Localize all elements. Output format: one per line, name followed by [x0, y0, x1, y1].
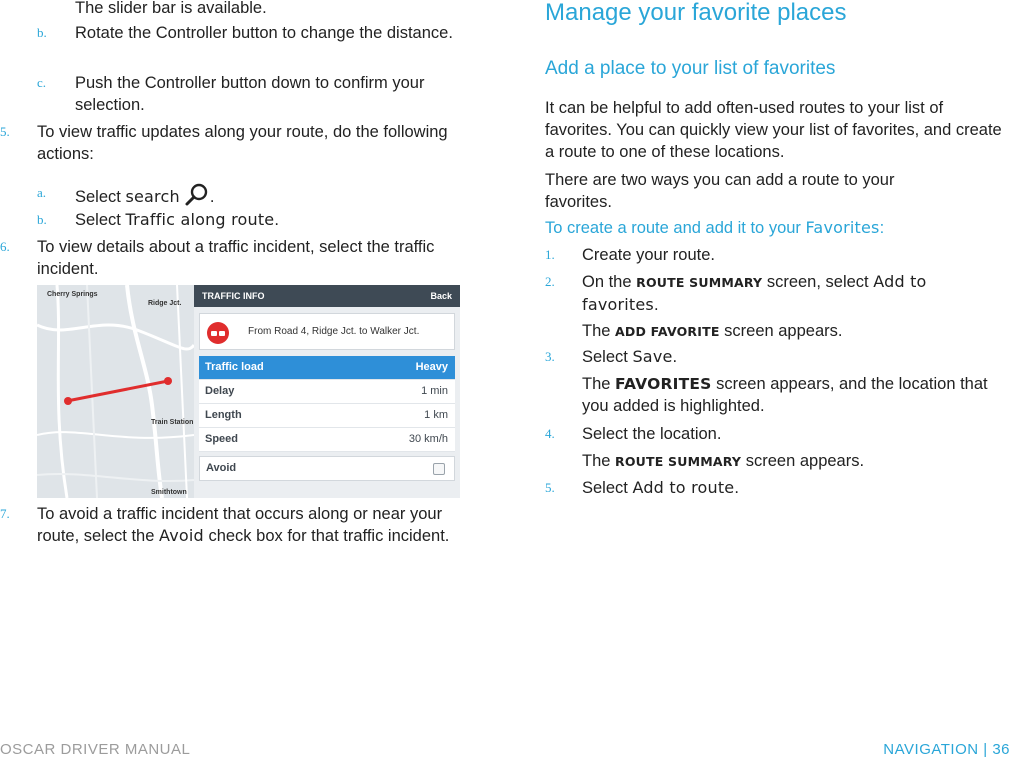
step-text: To view traffic updates along your route, do the following actions:: [37, 123, 448, 163]
step-note: [582, 320, 1002, 343]
ui-term-favorites: Favorites: [805, 218, 880, 237]
step-marker: 2.: [545, 274, 555, 289]
avoid-checkbox[interactable]: [433, 463, 445, 475]
row-value: Heavy: [415, 361, 448, 373]
text-suffix: .: [274, 211, 279, 229]
substep-text: [75, 209, 465, 231]
ui-term-traffic-along-route: Traffic along route: [125, 210, 275, 229]
step-text: To view details about a traffic incident, select the traffic incident.: [37, 238, 435, 278]
panel-title: TRAFFIC INFO: [202, 291, 265, 301]
screen-name: FAVORITES: [615, 375, 712, 393]
paragraph: There are two ways you can add a route to your favorites.: [545, 171, 895, 211]
route-start-point: [64, 397, 72, 405]
avoid-row[interactable]: [199, 456, 455, 481]
table-row: [199, 428, 455, 452]
footer-section-page: NAVIGATION | 36: [883, 741, 1010, 758]
text-part: check box for that traffic incident.: [203, 527, 450, 545]
subsection-title: Add a place to your list of favorites: [545, 58, 836, 79]
step-text: Select the location.: [582, 425, 722, 443]
traffic-info-panel: [194, 285, 460, 498]
ui-term-avoid: Avoid: [159, 526, 204, 545]
text-part: screen appears.: [719, 322, 843, 340]
procedure-lead: [545, 217, 1013, 239]
substep-marker: a.: [37, 185, 47, 200]
text-part: The: [582, 322, 616, 340]
paragraph: It can be helpful to add often-used routes to your list of favorites. You can quickly view your list of favorites, and create a route to one of these locations.: [545, 99, 1002, 161]
text-part: The: [582, 452, 616, 470]
ui-term-search: search: [125, 187, 180, 206]
row-label: Length: [205, 409, 242, 421]
row-value: 1 min: [421, 385, 448, 397]
screen-name: ROUTE SUMMARY: [636, 275, 763, 290]
text-prefix: Select: [75, 188, 126, 206]
step-marker: 4.: [545, 426, 555, 441]
step-marker: 1.: [545, 247, 555, 262]
map-label: Ridge Jct.: [148, 300, 182, 307]
traffic-details-table: [199, 356, 455, 452]
screen-name: ROUTE SUMMARY: [615, 454, 742, 469]
text-part: screen appears.: [741, 452, 865, 470]
row-value: 30 km/h: [408, 433, 448, 445]
table-row: [199, 404, 455, 428]
incident-item[interactable]: [199, 313, 455, 350]
route-end-point: [164, 377, 172, 385]
screen-name: ADD FAVORITE: [615, 324, 720, 339]
ui-term-add-to-route: Add to route: [632, 478, 735, 497]
step-marker: 3.: [545, 349, 555, 364]
avoid-label: Avoid: [206, 462, 237, 474]
step-note: [582, 373, 1002, 417]
substep-text: Rotate the Controller button to change the distance.: [75, 24, 453, 42]
table-row: [199, 356, 455, 380]
text-part: .: [653, 296, 659, 314]
text-part: screen appears, and the location that you added is highlighted.: [582, 375, 988, 415]
step-marker: 6.: [0, 239, 10, 254]
substep-text: Push the Controller button down to confirm your selection.: [75, 74, 425, 114]
lead-colon: :: [879, 219, 885, 237]
step-text: [582, 477, 1002, 499]
continued-line: The slider bar is available.: [75, 0, 267, 17]
step-text: [582, 346, 1002, 368]
substep-marker: b.: [37, 25, 47, 40]
text-part: screen, select: [762, 273, 874, 291]
map-label: Train Station: [151, 419, 194, 426]
text-part: The: [582, 375, 616, 393]
step-note: [582, 450, 1002, 473]
row-label: Traffic load: [205, 361, 264, 373]
text-part: Select: [582, 348, 633, 366]
text-prefix: Select: [75, 211, 126, 229]
lead-text: To create a route and add it to your: [545, 219, 806, 237]
step-text: [582, 271, 982, 316]
text-part: Select: [582, 479, 633, 497]
row-label: Delay: [205, 385, 235, 397]
row-label: Speed: [205, 433, 239, 445]
table-row: [199, 380, 455, 404]
ui-term-save: Save: [632, 347, 673, 366]
back-button[interactable]: Back: [430, 291, 452, 301]
row-value: 1 km: [424, 409, 448, 421]
step-text: Create your route.: [582, 246, 715, 264]
footer-manual-title: OSCAR DRIVER MANUAL: [0, 741, 191, 758]
panel-header: [194, 285, 460, 307]
traffic-jam-icon: [207, 322, 229, 344]
text-part: On the: [582, 273, 637, 291]
text-part: .: [672, 348, 678, 366]
text-part: .: [734, 479, 739, 497]
step-marker: 5.: [545, 480, 555, 495]
map-view: [37, 285, 194, 498]
step-marker: 7.: [0, 506, 10, 521]
step-marker: 5.: [0, 124, 10, 139]
map-label: Smithtown: [151, 489, 187, 496]
substep-marker: c.: [37, 75, 47, 90]
traffic-info-screenshot: [37, 285, 460, 498]
section-title: Manage your favorite places: [545, 0, 847, 26]
text-part: To avoid a traffic incident that occurs along or near your route, select the: [37, 505, 443, 545]
step-text: [37, 503, 475, 547]
ui-term-add-to-favorites: Add to favorites: [582, 272, 927, 314]
incident-text: From Road 4, Ridge Jct. to Walker Jct.: [248, 326, 420, 337]
map-label: Cherry Springs: [47, 291, 98, 298]
text-suffix: .: [209, 188, 215, 206]
substep-marker: b.: [37, 212, 47, 227]
